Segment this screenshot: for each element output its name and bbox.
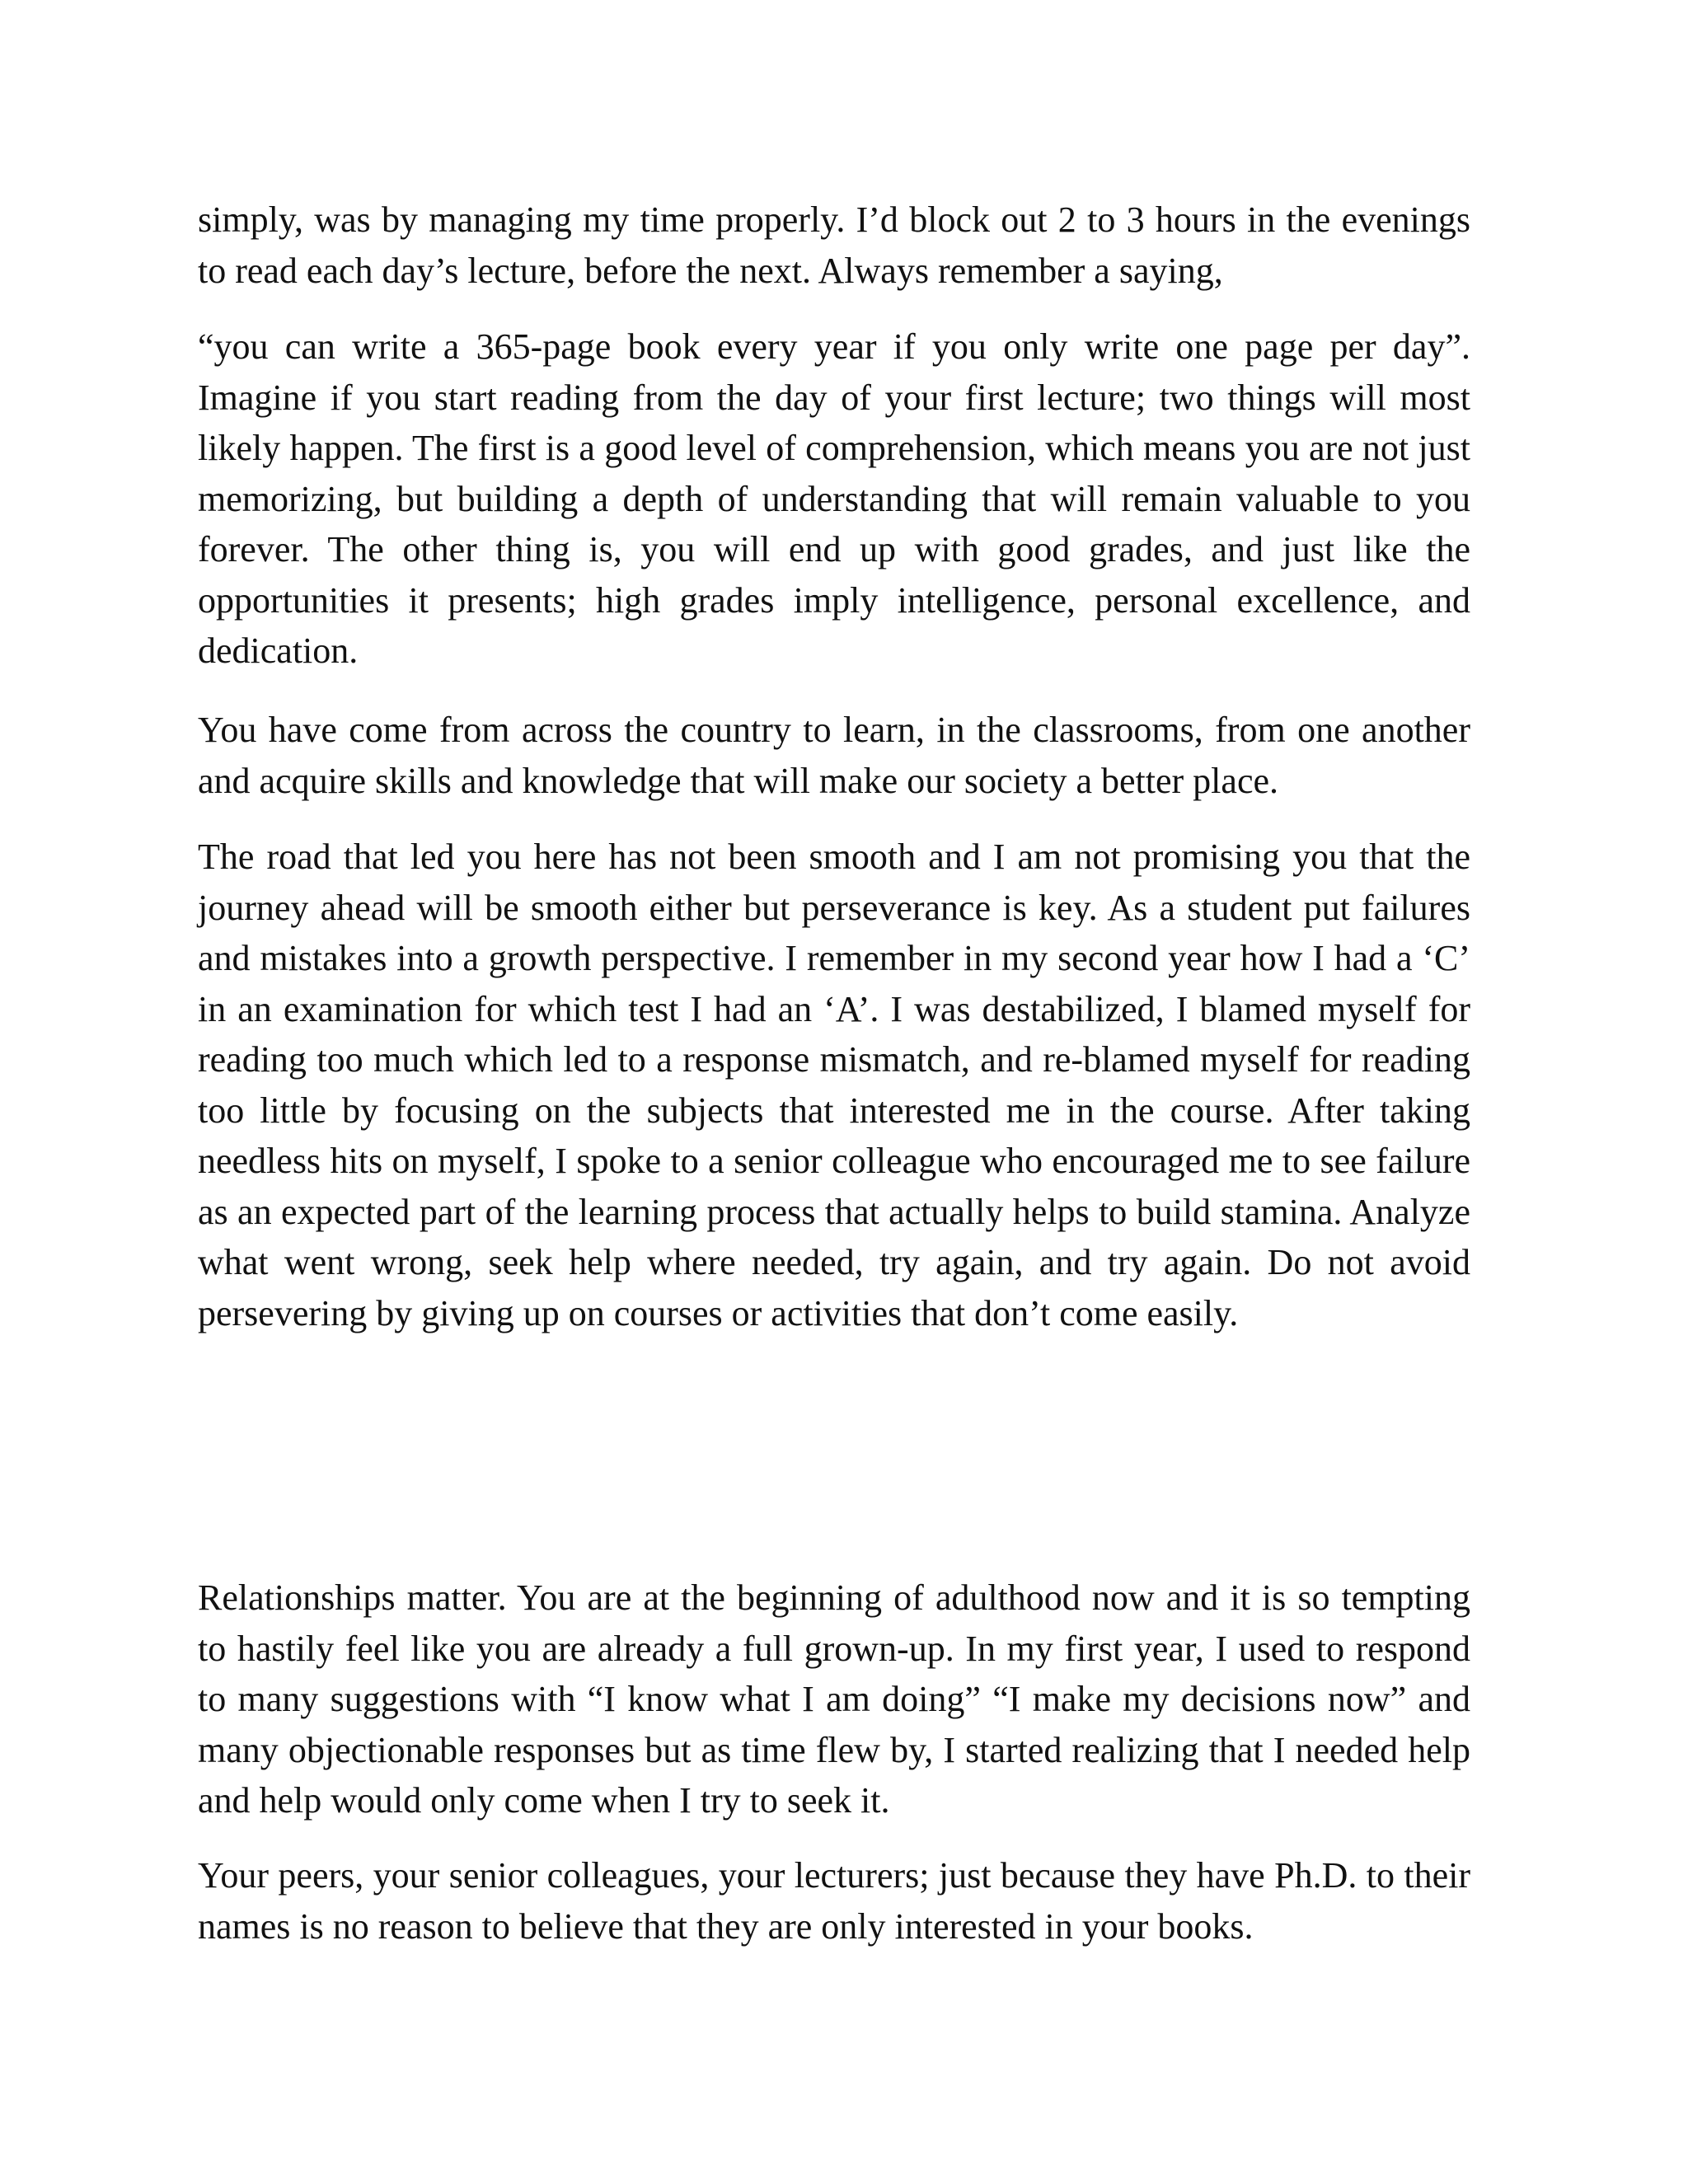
paragraph-learning-purpose: You have come from across the country to learn, in the classrooms, from one another and acquire skills and knowledge that will make our society a better place. — [198, 710, 1470, 801]
paragraph-perseverance: The road that led you here has not been smooth and I am not promising you that the journey ahead will be smooth either but perseverance is key. As a student put failures and mistakes into a growth perspective. I remember in my second year how I had a ‘C’ in an examination for which test I had an ‘A’. I was destabilized, I blamed myself for reading too much which led to a response mismatch, and re-blamed myself for reading too little by focusing on the subjects that interested me in the course. After taking needless hits on myself, I spoke to a senior colleague who encouraged me to see failure as an expected part of the learning process that actually helps to build stamina. Analyze what went wrong, seek help where needed, try again, and try again. Do not avoid persevering by giving up on courses or activities that don’t come easily. — [198, 837, 1470, 1333]
paragraph-relationships: Relationships matter. You are at the beginning of adulthood now and it is so tempting to hastily feel like you are already a full grown-up. In my first year, I used to respond to many suggestions with “I know what I am doing” “I make my decisions now” and many objectionable responses but as time flew by, I started realizing that I needed help and help would only come when I try to seek it. — [198, 1577, 1470, 1821]
paragraph-peers-lecturers: Your peers, your senior colleagues, your lecturers; just because they have Ph.D. to their names is no reason to believe that they are only interested in your books. — [198, 1855, 1470, 1947]
paragraph-daily-reading: “you can write a 365-page book every year if you only write one page per day”. Imagine if you start reading from the day of your first lecture; two things will most likely happen. The first is a good level of comprehension, which means you are not just memorizing, but building a depth of understanding that will remain valuable to you forever. The other thing is, you will end up with good grades, and just like the opportunities it presents; high grades imply intelligence, personal excellence, and dedication. — [198, 326, 1470, 671]
paragraph-time-management: simply, was by managing my time properly. I’d block out 2 to 3 hours in the evenings to read each day’s lecture, before the next. Always remember a saying, — [198, 199, 1470, 291]
